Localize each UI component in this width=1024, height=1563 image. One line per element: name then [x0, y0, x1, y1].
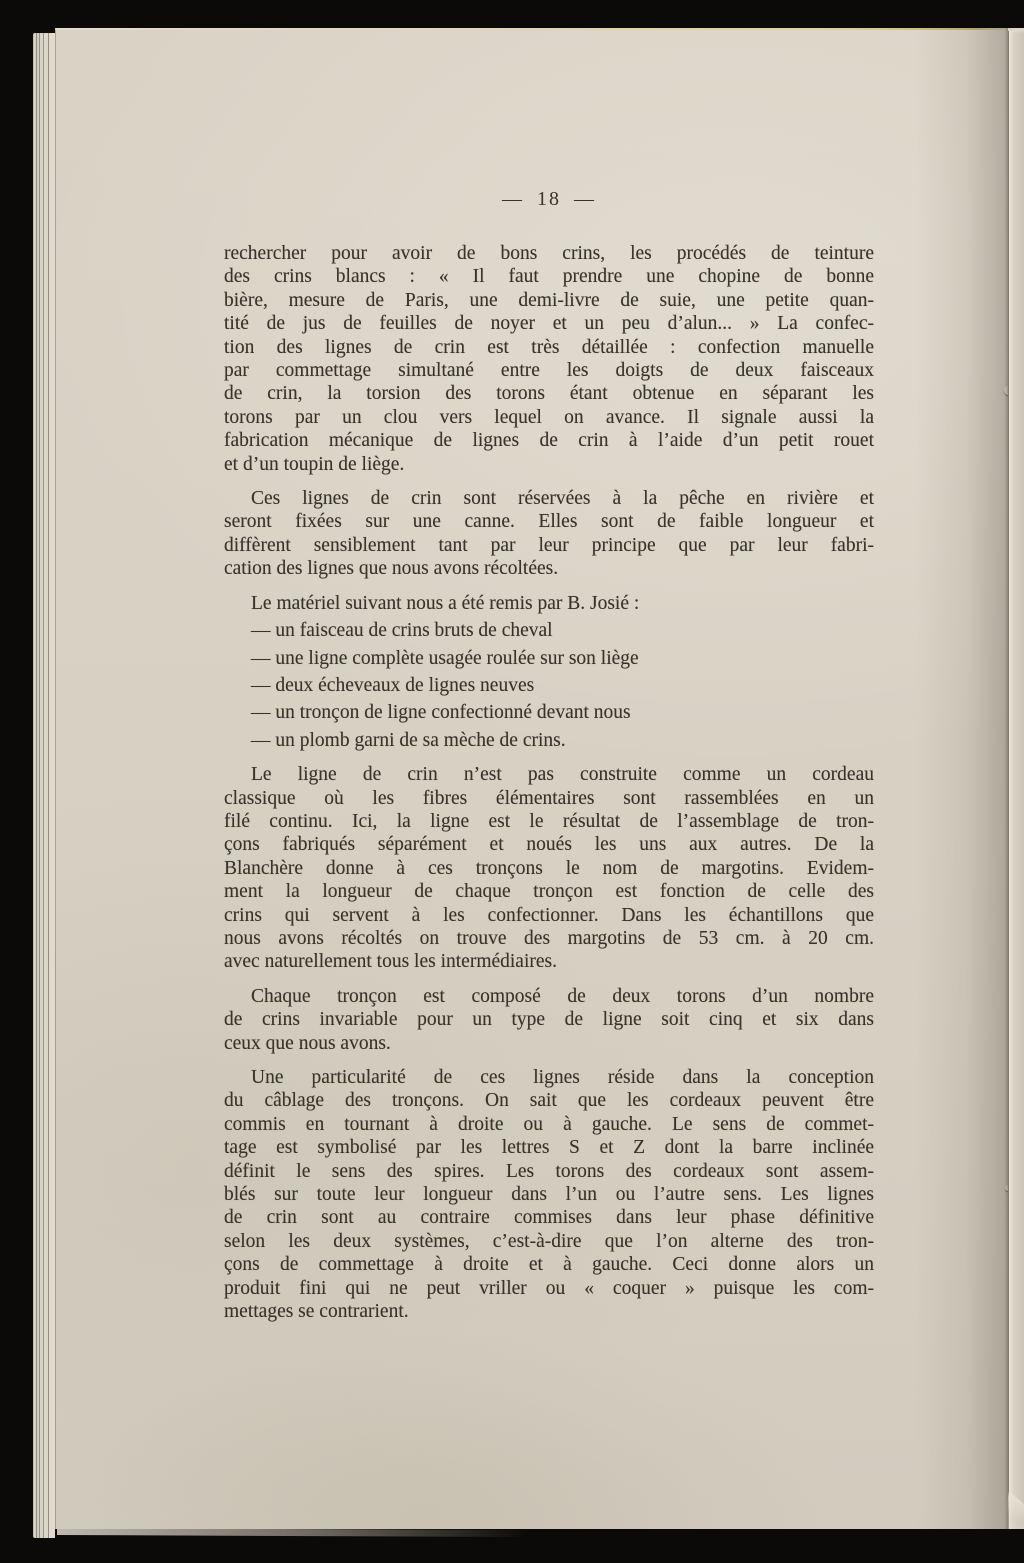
text-line: seront fixées sur une canne. Elles sont de faible longueur et	[224, 511, 874, 533]
book-page	[55, 28, 1024, 1529]
page-edge-stack	[33, 33, 55, 1538]
paragraph	[224, 592, 874, 615]
list-item	[224, 701, 874, 724]
list-item	[224, 619, 874, 642]
text-line: crins qui servent à les confectionner. Dans les échantillons que	[224, 904, 874, 926]
text-line: de crin, la torsion des torons étant obtenue en séparant les	[224, 383, 874, 405]
paragraph	[224, 985, 874, 1055]
text-line: Le ligne de crin n’est pas construite comme un cordeau	[251, 764, 874, 786]
text-line: — un faisceau de crins bruts de cheval	[251, 620, 553, 642]
list-item	[224, 729, 874, 752]
paragraph	[224, 487, 874, 581]
text-line: de crin sont au contraire commises dans leur phase définitive	[224, 1207, 874, 1229]
text-line: de crins invariable pour un type de ligne soit cinq et six dans	[224, 1009, 874, 1031]
text-line: blés sur toute leur longueur dans l’un ou l’autre sens. Les lignes	[224, 1184, 874, 1206]
text-line: classique où les fibres élémentaires sont rassemblées en un	[224, 787, 874, 809]
text-line: çons fabriqués séparément et noués les uns aux autres. De la	[224, 834, 874, 856]
text-line: torons par un clou vers lequel on avance. Il signale aussi la	[224, 406, 874, 428]
text-line: ment la longueur de chaque tronçon est fonction de celle des	[224, 881, 874, 903]
page-corner-curl	[1003, 1491, 1024, 1529]
text-line: tion des lignes de crin est très détaillée : confection manuelle	[224, 336, 874, 358]
text-line: produit fini qui ne peut vriller ou « coquer » puisque les com-	[224, 1277, 874, 1299]
paragraph	[224, 1066, 874, 1323]
text-line: — un tronçon de ligne confectionné devant nous	[251, 702, 631, 724]
bottom-page-edges	[57, 1528, 527, 1537]
adjacent-page-sliver	[1008, 31, 1024, 1529]
list-item	[224, 674, 874, 697]
text-line: — deux écheveaux de lignes neuves	[251, 674, 535, 696]
text-line: du câblage des tronçons. On sait que les cordeaux peuvent être	[224, 1090, 874, 1112]
text-line: Chaque tronçon est composé de deux torons d’un nombre	[251, 985, 874, 1007]
text-line: çons de commettage à droite et à gauche. Ceci donne alors un	[224, 1254, 874, 1276]
list-item	[224, 647, 874, 670]
text-line: Blanchère donne à ces tronçons le nom de margotins. Evidem-	[224, 857, 874, 879]
text-line: Ces lignes de crin sont réservées à la pêche en rivière et	[251, 488, 874, 510]
text-line: tage est symbolisé par les lettres S et Z dont la barre inclinée	[224, 1137, 874, 1159]
text-line: ceux que nous avons.	[224, 1032, 391, 1054]
text-line: tité de jus de feuilles de noyer et un peu d’alun... » La confec-	[224, 313, 874, 335]
text-line: cation des lignes que nous avons récoltées.	[224, 558, 559, 580]
text-line: fabrication mécanique de lignes de crin à l’aide d’un petit rouet	[224, 430, 874, 452]
paragraph	[224, 763, 874, 974]
text-line: des crins blancs : « Il faut prendre une chopine de bonne	[224, 266, 874, 288]
text-line: par commettage simultané entre les doigts de deux faisceaux	[224, 360, 874, 382]
text-line: — un plomb garni de sa mèche de crins.	[251, 729, 566, 751]
text-line: selon les deux systèmes, c’est-à-dire que l’on alterne des tron-	[224, 1230, 874, 1252]
text-line: bière, mesure de Paris, une demi-livre de suie, une petite quan-	[224, 289, 874, 311]
paragraph	[224, 242, 874, 476]
text-line: nous avons récoltés on trouve des margotins de 53 cm. à 20 cm.	[224, 927, 874, 949]
text-block	[224, 242, 874, 1323]
text-line: Le matériel suivant nous a été remis par B. Josié :	[251, 592, 640, 614]
text-line: — une ligne complète usagée roulée sur son liège	[251, 647, 639, 669]
text-line: Une particularité de ces lignes réside dans la conception	[251, 1067, 874, 1088]
page-number: — 18 —	[502, 188, 596, 210]
text-line: rechercher pour avoir de bons crins, les procédés de teinture	[224, 243, 874, 264]
text-line: avec naturellement tous les intermédiaires.	[224, 951, 557, 973]
text-line: définit le sens des spires. Les torons des cordeaux sont assem-	[224, 1160, 874, 1182]
text-line: et d’un toupin de liège.	[224, 453, 405, 475]
text-line: diffèrent sensiblement tant par leur principe que par leur fabri-	[224, 534, 874, 556]
text-line: filé continu. Ici, la ligne est le résultat de l’assemblage de tron-	[224, 810, 874, 832]
text-line: commis en tournant à droite ou à gauche. Le sens de commet-	[224, 1113, 874, 1135]
text-line: mettages se contrarient.	[224, 1301, 409, 1323]
